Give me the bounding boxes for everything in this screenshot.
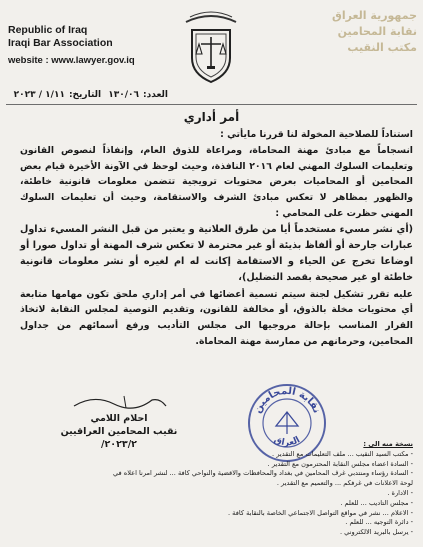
reference-date-line	[8, 90, 168, 100]
copies-item: - السادة رؤساء ومنتدبي غرف المحامين في بغداد والمحافظات والاقضية والنواحي كافة ... لنشر امرنا اعلاه في	[113, 469, 413, 478]
signature-date: ٢٠٢٣/٢/	[101, 439, 137, 450]
document-body	[20, 127, 413, 350]
copies-item: - السادة اعضاء مجلس النقابة المحترمون مع التقدير .	[267, 459, 413, 468]
body-paragraph-2: عليه تقرر تشكيل لجنة سيتم تسمية أعضائها في أمر إداري ملحق تكون مهامها متابعة أي محتويات مخلة بالذوق، أو مخالفة للقانون، وتقديم التوصية لمجلس النقابة لاتخاذ القرار المناسب بإحالة مروجيها الى مجلس التأديب ورفع أسمائهم من جداول المحامين، وحرمانهم من ممارسة مهنة المحاماة.	[20, 288, 413, 347]
copies-item: - مكتب السيد النقيب ... ملف التعليمات مع التقدير .	[272, 449, 413, 458]
copies-item: لوحة الاعلانات في غرفكم ... والتعميم مع التقدير .	[276, 479, 413, 488]
copies-item: - الاعلام ... نشر في مواقع التواصل الاجتماعي الخاصة بالنقابة كافة .	[227, 508, 413, 517]
header-divider	[6, 104, 417, 105]
header-ar-country: جمهورية العراق	[332, 9, 417, 22]
stamp-top-text: نقابة المحامين	[252, 385, 322, 416]
ref-value: ١٣٠/٠٦	[108, 90, 140, 100]
body-intro: استناداً للصلاحية المخولة لنا قررنا مايأتي :	[220, 129, 413, 140]
copies-item: - دائرة التوجيه ... للعلم .	[345, 518, 413, 527]
document-title: أمر أداري	[183, 110, 240, 124]
svg-text:نقابة المحامين	[252, 386, 322, 415]
header-ar-office: مكتب النقيب	[347, 41, 417, 54]
signature-block	[34, 392, 204, 451]
header-en-country: Republic of Iraq	[8, 24, 88, 36]
copies-item: - الادارة .	[387, 488, 413, 497]
stamp-bottom-text: العراق	[272, 435, 302, 449]
body-paragraph-1: انسجاماً مع مبادئ مهنة المحاماة، ومراعاة للذوق العام، وإنفاذاً لنصوص القانون وتعليمات السلوك المهني لعام ٢٠١٦ النافذة، وحيث لوحظ في الآونة الأخيرة قيام بعض المحامين أو المحاميات بعرض محتويات ترويجية تتضمن معلومات قانونية خاطئة، والظهور بمظاهر لا تعكس مبادئ الشرف والاستقامة، وحيث أن تعليمات السلوك المهني حظرت على المحامي :	[20, 144, 413, 219]
header-en-association: Iraqi Bar Association	[8, 37, 113, 49]
date-value: ١/١١ / ٢٠٢٣	[13, 90, 65, 100]
header-ar-association: نقابة المحامين	[337, 25, 417, 38]
header-en-website: website : www.lawyer.gov.iq	[8, 55, 135, 66]
ref-label: العدد:	[143, 90, 168, 100]
copies-heading: نسخة منه الى :	[363, 440, 413, 448]
header-english	[8, 24, 158, 68]
header-arabic	[297, 8, 417, 56]
signatory-role: نقيب المحامين العراقيين	[60, 426, 178, 437]
copies-item: - مجلس التاديب ... للعلم .	[340, 498, 413, 507]
signature-scribble	[34, 392, 204, 412]
body-quote: (أي نشر مسيء مستخدماً أيا من طرق العلانية و يعتبر من قبل النشر المسيء تداول عبارات جارحة أو ألفاظ بذيئة أو غير محترمة لا تعكس شرف المهنة أو تداول صورا أو اوضاعا تخرج عن الحياء و الاستقامة إكانت له ام لغيره أو نشر معلومات قانونية خاطئة او غير صحيحة بقصد التضليل)،	[20, 223, 413, 284]
signatory-name: احلام اللامي	[90, 413, 148, 424]
date-label: التاريخ:	[68, 90, 102, 100]
signature-icon	[34, 392, 204, 412]
copies-item: - يرسل بالبريد الالكتروني .	[339, 528, 413, 537]
bar-association-emblem-icon	[180, 6, 242, 86]
